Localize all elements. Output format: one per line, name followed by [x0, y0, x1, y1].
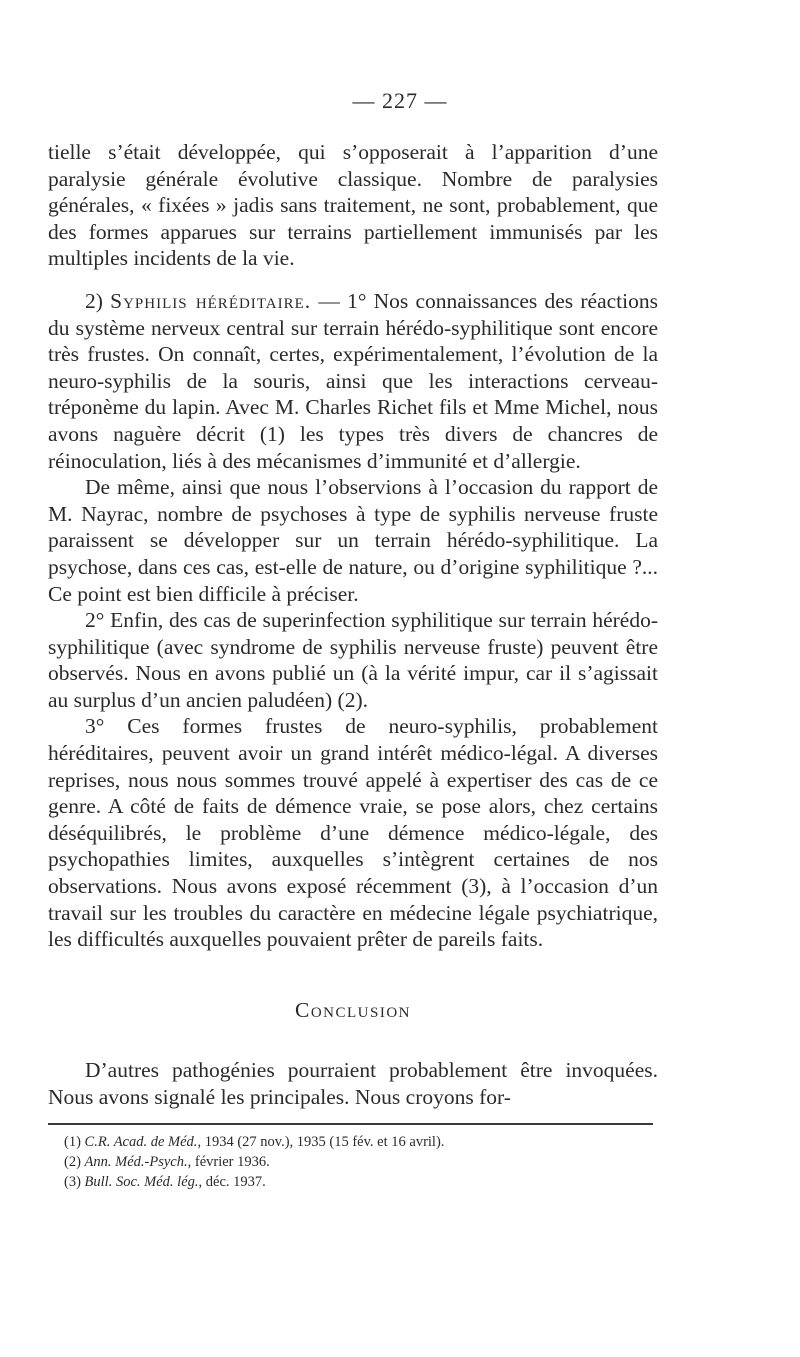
page-number: — 227 — [352, 88, 448, 113]
conclusion-heading: Conclusion [294, 997, 411, 1022]
footnote-source: Bull. Soc. Méd. lég. [84, 1174, 199, 1190]
footnote: (3) Bull. Soc. Méd. lég., déc. 1937. [64, 1174, 266, 1190]
paragraph: 2° Enfin, des cas de superinfection syphilitique sur terrain hérédo-syphilitique (avec syndrome de syphilis nerveuse fruste) peuvent être observés. Nous en avons publié un (à la vérité impur, car il s’agissait au surplus d’un ancien paludéen) (2). [48, 608, 658, 712]
paragraph-text: — 1° Nos connaissances des réactions du système nerveux central sur terrain hérédo-syphilitique sont encore très frustes. On connaît, certes, expérimentalement, l’évolution de la neuro-syphilis de la souris, ainsi que les interactions cerveau-tréponème du lapin. Avec M. Charles Richet fils et Mme Michel, nous avons naguère décrit (1) les types très divers de chancres de réinoculation, liés à des mécanismes d’immunité et d’allergie. [48, 288, 658, 473]
paragraph-continuation: tielle s’était développée, qui s’opposerait à l’apparition d’une paralysie générale évolutive classique. Nombre de paralysies générales, « fixées » jadis sans traitement, ne sont, probablement, que des formes apparues sur terrains partiellement immunisés par les multiples incidents de la vie. [48, 140, 658, 271]
footnote: (1) C.R. Acad. de Méd., 1934 (27 nov.), 1935 (15 fév. et 16 avril). [64, 1134, 445, 1150]
paragraph: De même, ainsi que nous l’observions à l’occasion du rapport de M. Nayrac, nombre de psychoses à type de syphilis nerveuse fruste paraissent se développer sur un terrain hérédo-syphilitique. La psychose, dans ces cas, est-elle de nature, ou d’origine syphilitique ?... Ce point est bien difficile à préciser. [48, 475, 658, 606]
footnote-source: C.R. Acad. de Méd. [84, 1134, 198, 1150]
paragraph-syphilis-hereditaire [48, 288, 658, 474]
footnotes [64, 1132, 654, 1192]
footnote-source: Ann. Méd.-Psych. [84, 1154, 188, 1170]
footnote-divider [48, 1123, 653, 1125]
section-heading: Syphilis héréditaire. [110, 288, 312, 313]
section-number: 2) [85, 288, 111, 313]
footnote: (2) Ann. Méd.-Psych., février 1936. [64, 1154, 270, 1170]
main-text [48, 139, 658, 1111]
paragraph: D’autres pathogénies pourraient probablement être invoquées. Nous avons signalé les principales. Nous croyons for- [48, 1058, 658, 1109]
paragraph: 3° Ces formes frustes de neuro-syphilis, probablement héréditaires, peuvent avoir un grand intérêt médico-légal. A diverses reprises, nous nous sommes trouvé appelé à expertiser des cas de ce genre. A côté de faits de démence vraie, se pose alors, chez certains déséquilibrés, le problème d’une démence médico-légale, des psychopathies limites, auxquelles s’intègrent certaines de nos observations. Nous avons exposé récemment (3), à l’occasion d’un travail sur les troubles du caractère en médecine légale psychiatrique, les difficultés auxquelles pouvaient prêter de pareils faits. [48, 714, 658, 952]
